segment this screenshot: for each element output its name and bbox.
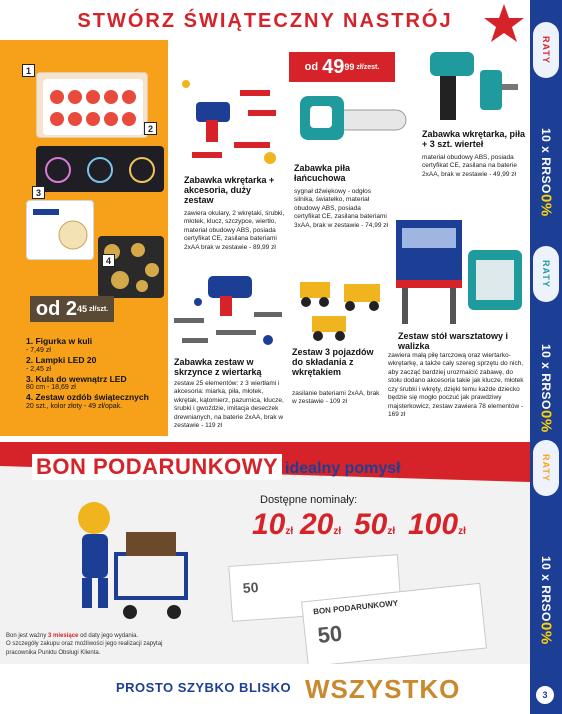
gift-title: BON PODARUNKOWY xyxy=(32,454,282,480)
list-item-title: 2. Lampki LED 20 xyxy=(26,354,97,365)
product-title: Zabawka wkrętarka, piła + 3 szt. wierteł xyxy=(422,129,526,149)
toolbox-drill-image xyxy=(168,272,286,356)
voucher-card: 50 xyxy=(228,554,401,622)
footer-tagline: PROSTO SZYBKO BLISKO xyxy=(116,680,292,695)
raty-badge xyxy=(533,246,559,302)
page-headline: STWÓRZ ŚWIĄTECZNY NASTRÓJ xyxy=(77,10,453,32)
product-description: zasilanie bateriami 2xAA, brak w zestawie - 109 zł xyxy=(292,390,380,406)
product-title: Zabawka zestaw w skrzynce z wiertarką xyxy=(174,357,262,377)
number-box: 4 xyxy=(102,254,115,267)
store-logo: WSZYSTKO xyxy=(305,674,461,704)
vehicles-set-image xyxy=(290,262,390,348)
chainsaw-toy-image xyxy=(296,86,410,156)
raty-badge xyxy=(533,22,559,78)
chainsaw-price-badge: od 49 99 zł/zest. xyxy=(289,52,395,82)
nominals-label: Dostępne nominały: xyxy=(260,494,358,506)
mascot-shopping-cart-illustration xyxy=(60,496,200,632)
nominal-value: 20zł xyxy=(300,508,342,541)
list-item-detail: - 2,45 zł xyxy=(26,365,51,373)
voucher-card: BON PODARUNKOWY 50 xyxy=(301,583,487,664)
product-title: Zabawka wkrętarka + akcesoria, duży zestaw xyxy=(184,175,275,205)
product-description: zestaw 25 elementów: z 3 wiertłami i akcesoria: miarka, piła, młotek, wkrętak, kątomierz, pazurnica, klucze, śrubki i gwoździe, imitacja deseczek drewnianych, na baterie 2xAA, brak w zestawie - 119 zł xyxy=(174,380,284,430)
rrso-label: 10 x RRSO 0% xyxy=(537,343,555,433)
product-description: zawiera małą piłę tarczową oraz wiertarko-wkrętarkę, a także cały szereg sprzętu do nich, aby zacząć bardziej urozmaicić zabawę, do stołu dodano akcesoria takie jak klucze, młotek czy śrubki i wkręty, dzięki temu każde dziecko będzie się mogło poczuć jak prawdziwy majsterkowicz, zestaw zawiera 78 elementów - 169 zł xyxy=(388,352,524,419)
list-item-title: 4. Zestaw ozdób świątecznych xyxy=(26,392,149,403)
nominal-value: 100zł xyxy=(408,508,466,541)
list-item-detail: 20 szt., kolor złoty - 49 zł/opak. xyxy=(26,403,123,411)
decorations-list xyxy=(26,336,168,411)
led-ball-box-image xyxy=(26,200,94,260)
raty-label: RATY xyxy=(541,36,551,64)
list-item-detail: - 7,49 zł xyxy=(26,346,51,354)
list-item-title: 3. Kula do wewnątrz LED xyxy=(26,373,127,384)
raty-badge xyxy=(533,440,559,496)
list-item-detail: 80 cm - 18,69 zł xyxy=(26,384,76,392)
nominal-value: 10zł xyxy=(252,508,294,541)
decorations-price-tag: od 2 45 zł/szt. xyxy=(30,296,114,322)
gift-subtitle: idealny pomysł na prezent! xyxy=(285,460,491,477)
rrso-label: 10 x RRSO 0% xyxy=(537,127,555,217)
voucher-terms: Bon jest ważny 3 miesiące od daty jego wydania. O szczegóły zakupu oraz możliwości jego realizacji zapytaj pracownika Punktu Obsługi Klienta. xyxy=(6,633,163,656)
gift-voucher-section xyxy=(0,442,530,664)
product-title: Zabawka piła łańcuchowa xyxy=(294,163,351,183)
led-lights-boxes-image xyxy=(36,146,164,192)
list-item-title: 1. Figurka w kuli xyxy=(26,336,93,346)
number-box: 1 xyxy=(22,64,35,77)
workbench-case-image xyxy=(392,210,526,330)
nominal-value: 50zł xyxy=(354,508,396,541)
rrso-label: 10 x RRSO 0% xyxy=(537,555,555,645)
snow-globe-figurines-image xyxy=(36,72,148,138)
product-description: zawiera okulary, 2 wkrętaki, śrubki, młotek, klucz, szczypce, wiertło, materiał obudowy ABS, posiada certyfikat CE, zasilana bateriami 2xAA brak w zestawie - 89,99 zł xyxy=(184,210,285,251)
raty-label: RATY xyxy=(541,454,551,482)
number-box: 3 xyxy=(32,186,45,199)
number-box: 2 xyxy=(144,122,157,135)
raty-label: RATY xyxy=(541,260,551,288)
page-number: 3 xyxy=(536,686,554,704)
gold-ornaments-set-image xyxy=(98,236,164,298)
product-description: materiał obudowy ABS, posiada certyfikat CE, zasilana na baterie 2xAA, brak w zestawie - 49,99 zł xyxy=(422,154,518,178)
product-title: Zestaw 3 pojazdów do składania z wkrętakiem xyxy=(292,347,374,377)
drill-saw-toy-image xyxy=(420,40,520,130)
product-title: Zestaw stół warsztatowy i walizka xyxy=(398,331,509,351)
product-description: sygnał dźwiękowy - odgłos silnika, światełko, materiał obudowy ABS, posiada certyfikat CE, zasilana bateriami 3xAA, brak w zestawie - 74,99 zł xyxy=(294,188,388,229)
drill-accessories-image xyxy=(178,70,290,174)
